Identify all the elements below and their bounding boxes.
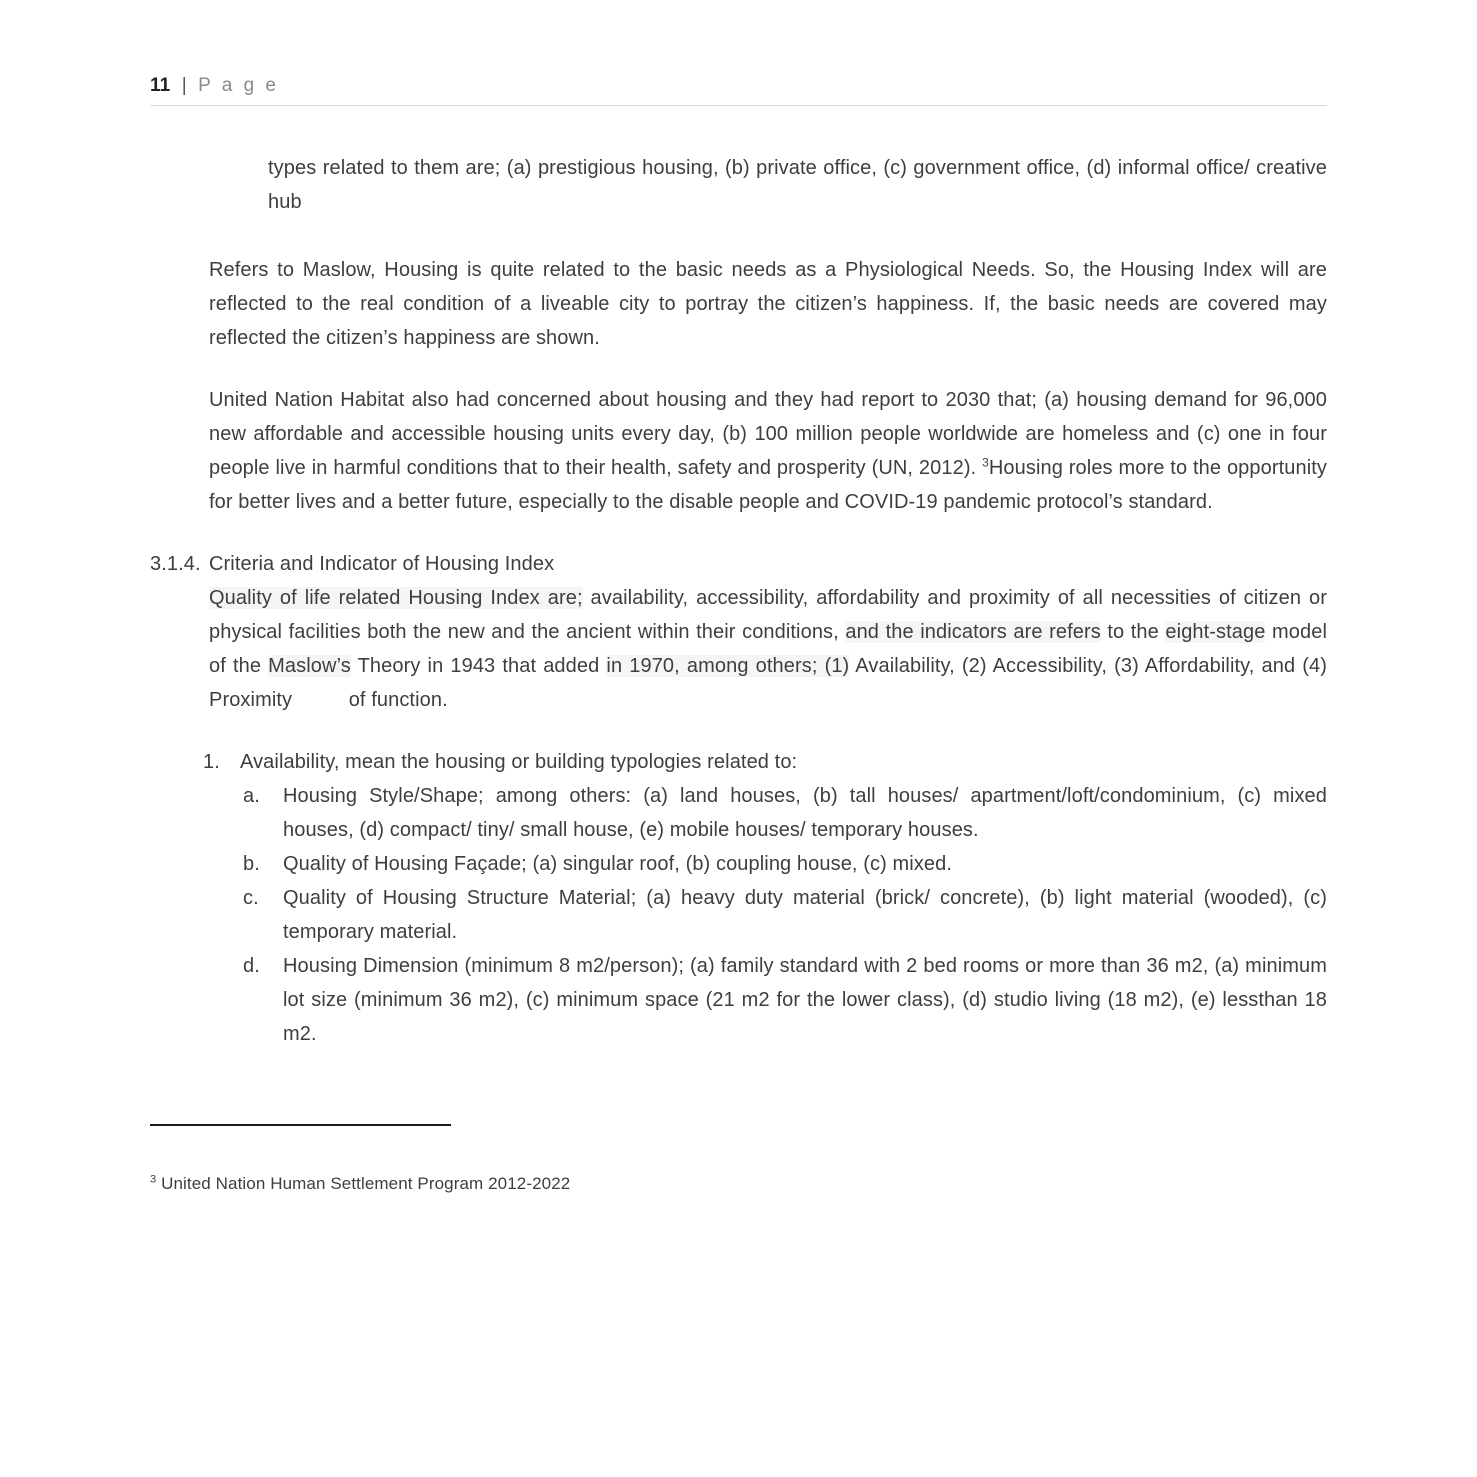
list-subitem-b xyxy=(243,847,1327,881)
page-footer xyxy=(150,1124,1327,1197)
section-number: 3.1.4. xyxy=(150,553,201,575)
footnote xyxy=(150,1171,1327,1197)
list-item-1 xyxy=(203,745,1327,779)
footnote-rule xyxy=(150,1124,451,1126)
list-subitem-c-marker: c. xyxy=(243,887,259,909)
list-subitem-c-text: Quality of Housing Structure Material; (a) heavy duty material (brick/ concrete), (b) light material (wooded), (c) temporary material. xyxy=(283,887,1327,943)
list-subitem-a-text: Housing Style/Shape; among others: (a) land houses, (b) tall houses/ apartment/loft/condominium, (c) mixed houses, (d) compact/ tiny/ small house, (e) mobile houses/ temporary houses. xyxy=(283,785,1327,841)
list-item-1-text: Availability, mean the housing or building typologies related to: xyxy=(240,751,798,773)
section-body-paragraph: Quality of life related Housing Index are; availability, accessibility, affordability and proximity of all necessities of citizen or physical facilities both the new and the ancient within their conditions, and the indicators are refers to the eight-stage model of the Maslow’s Theory in 1943 that added in 1970, among others; (1) Availability, (2) Accessibility, (3) Affordability, and (4) Proximity of function. xyxy=(209,587,1327,711)
page-content xyxy=(150,0,1327,1197)
list-subitem-d xyxy=(243,949,1327,1051)
header-divider: | xyxy=(181,75,187,96)
list-subitem-d-marker: d. xyxy=(243,955,260,977)
list-item-1-marker: 1. xyxy=(203,751,220,773)
page-number: 11 xyxy=(150,75,171,96)
list-subitem-d-text: Housing Dimension (minimum 8 m2/person); (a) family standard with 2 bed rooms or more than 36 m2, (a) minimum lot size (minimum 36 m2), (c) minimum space (21 m2 for the lower class), (d) studio living (18 m2), (e) lessthan 18 m2. xyxy=(283,955,1327,1045)
footnote-text: United Nation Human Settlement Program 2012-2022 xyxy=(156,1174,571,1193)
list-subitem-b-text: Quality of Housing Façade; (a) singular roof, (b) coupling house, (c) mixed. xyxy=(283,853,953,875)
carryover-paragraph: types related to them are; (a) prestigious housing, (b) private office, (c) government office, (d) informal office/ creative hub xyxy=(268,157,1327,213)
document-body xyxy=(150,151,1327,1051)
list-subitem-a xyxy=(243,779,1327,847)
un-habitat-paragraph: United Nation Habitat also had concerned about housing and they had report to 2030 that; (a) housing demand for 96,000 new affordable and accessible housing units every day, (b) 100 million people worldwide are homeless and (c) one in four people live in harmful conditions that to their health, safety and prosperity (UN, 2012). $^3$Housing roles more to the opportunity for better lives and a better future, especially to the disable people and COVID-19 pandemic protocol’s standard. xyxy=(209,389,1328,513)
page-header xyxy=(150,0,1327,106)
section-title: Criteria and Indicator of Housing Index xyxy=(209,553,555,575)
maslow-paragraph: Refers to Maslow, Housing is quite related to the basic needs as a Physiological Needs. So, the Housing Index will are reflected to the real condition of a liveable city to portray the citizen’s happiness. If, the basic needs are covered may reflected the citizen’s happiness are shown. xyxy=(209,259,1327,349)
header-page-label: P a g e xyxy=(198,75,279,96)
header-line xyxy=(150,74,1327,97)
section-heading xyxy=(150,547,1327,581)
list-subitem-b-marker: b. xyxy=(243,853,260,875)
header-rule xyxy=(150,105,1327,106)
list-subitem-a-marker: a. xyxy=(243,785,260,807)
list-subitem-c xyxy=(243,881,1327,949)
footnote-marker: 3 xyxy=(150,1173,157,1186)
